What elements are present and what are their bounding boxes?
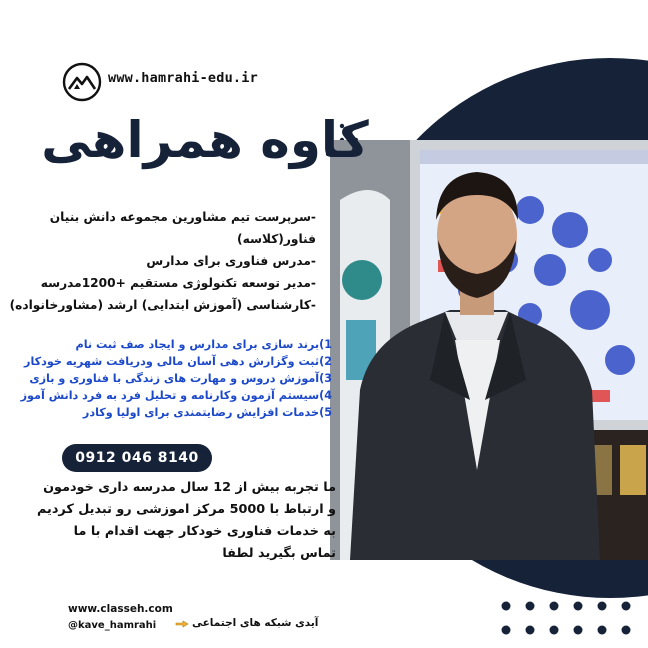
website-url-header[interactable]: www.hamrahi-edu.ir: [108, 70, 258, 86]
photo-illustration: [330, 140, 648, 560]
credential-line: فناور(کلاسه): [237, 232, 316, 246]
instagram-handle[interactable]: @kave_hamrahi: [68, 620, 157, 631]
presenter-photo: [330, 140, 648, 560]
service-item: 4)سیستم آزمون وکارنامه و تحلیل فرد به فرد دانش آموز: [20, 389, 332, 402]
experience-paragraph: [14, 477, 336, 565]
paragraph-line: به خدمات فناوری خودکار جهت اقدام با ما: [73, 524, 336, 539]
service-item: 1)برند سازی برای مدارس و ایجاد صف ثبت نام: [75, 338, 332, 351]
dot-grid-decoration: [500, 598, 640, 638]
service-item: 3)آموزش دروس و مهارت های زندگی با فناوری و بازی: [29, 372, 332, 385]
paragraph-line: ما تجربه بیش از 12 سال مدرسه داری خودمون: [43, 480, 336, 495]
service-item: 2)ثبت وگزارش دهی آسان مالی ودریافت شهریه خودکار: [24, 355, 332, 368]
mountain-logo-icon: [62, 62, 102, 102]
paragraph-line: تماس بگیرید لطفا: [222, 546, 336, 561]
service-item: 5)خدمات افزایش رضایتمندی برای اولیا وکادر: [82, 406, 332, 419]
credentials-list: [9, 206, 316, 316]
credential-line: -مدیر توسعه تکنولوژی مستقیم +1200مدرسه: [40, 276, 316, 290]
pointing-hand-icon: [175, 618, 189, 630]
credential-line: -مدرس فناوری برای مدارس: [146, 254, 316, 268]
social-media-label: آیدی شبکه های اجتماعی: [192, 617, 319, 629]
credential-line: -سرپرست تیم مشاورین مجموعه دانش بنیان: [49, 210, 316, 224]
phone-number-badge[interactable]: 0912 046 8140: [62, 444, 212, 472]
services-list: [14, 336, 332, 421]
person-name-title: کاوه همراهی: [41, 111, 369, 169]
website-url-footer[interactable]: www.classeh.com: [68, 603, 173, 615]
credential-line: -کارشناسی (آموزش ابتدایی) ارشد (مشاورخانواده): [9, 298, 316, 312]
paragraph-line: و ارتباط با 5000 مرکز اموزشی رو تبدیل کردیم: [36, 502, 336, 517]
